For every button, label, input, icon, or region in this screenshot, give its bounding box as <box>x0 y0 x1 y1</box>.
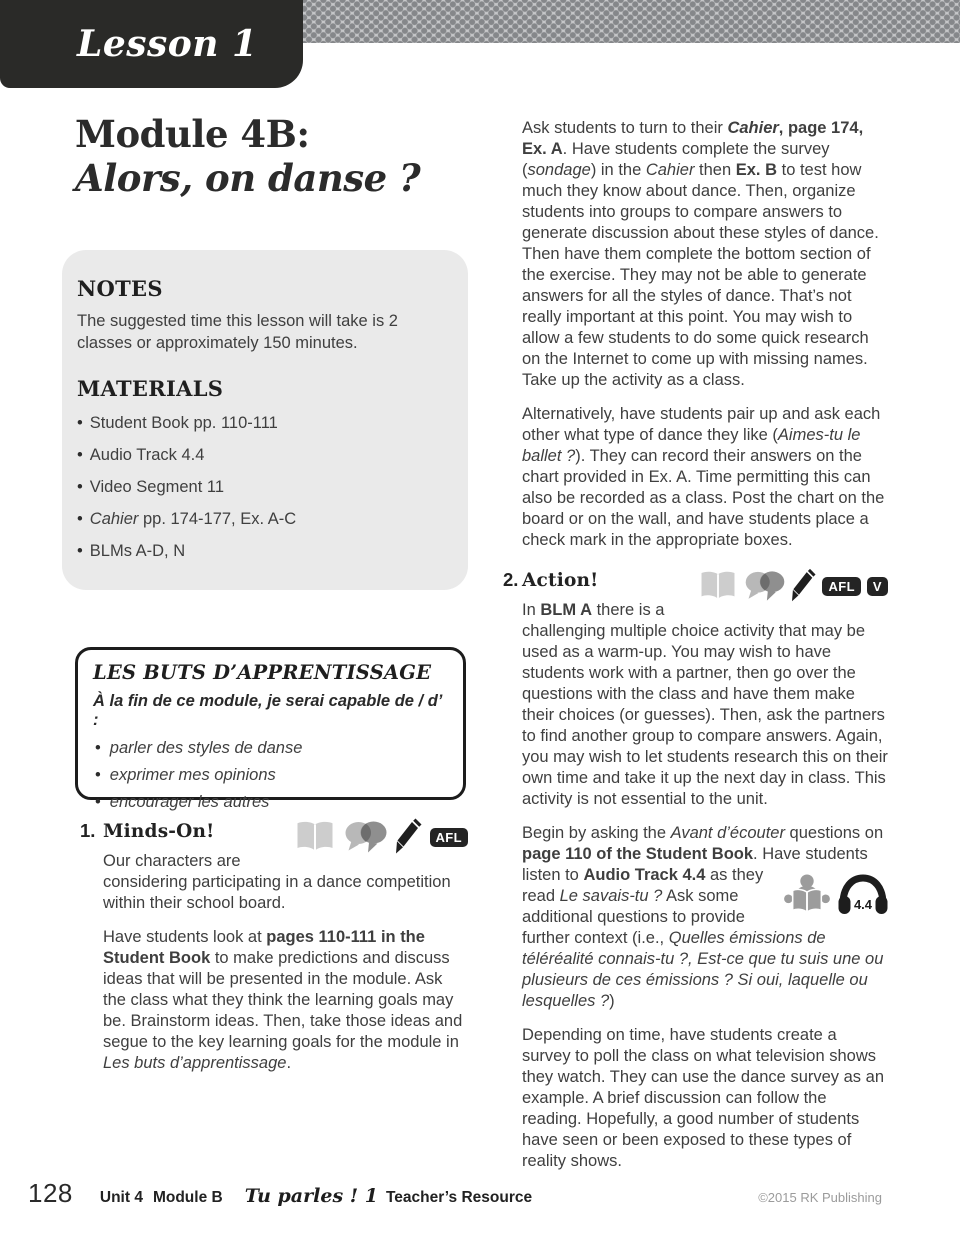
list-item: • Cahier pp. 174-177, Ex. A-C <box>77 509 446 530</box>
learning-goals-box <box>75 647 466 811</box>
paragraph: In BLM A there is a challenging multiple choice activity that may be used as a warm-up. You may wish to have students work with a partner, then go over the questions with the class and have them make their choices (or guesses). Then, ask the partners to find another group to compare answers. Again, you may wish to let students research this on their own time and take it up the next day in class. This activity is not essential to the unit. <box>522 601 888 808</box>
discussion-bubbles-icon <box>744 570 786 602</box>
afl-badge: AFL <box>430 828 468 847</box>
afl-badge: AFL <box>822 577 860 596</box>
paragraph <box>522 823 888 1012</box>
module-title: Module 4B: <box>75 112 310 156</box>
section-heading: Action! <box>522 570 599 591</box>
paragraph-text: listen to Audio Track 4.4 as they read Le savais-tu ? Ask some additional questions to provide further context (i.e., Quelles émissions de téléréalité connais-tu ?, Est-ce que tu suis une ou plusieurs de ces émissions ? Si oui, laquelle ou lesquelles ?) <box>522 866 884 1010</box>
list-item: • Student Book pp. 110-111 <box>77 413 446 434</box>
notes-box <box>62 250 468 590</box>
paragraph: Our characters are considering participating in a dance competition within their school board. <box>103 852 451 912</box>
page-title <box>75 112 420 201</box>
list-item: • Video Segment 11 <box>77 477 446 498</box>
audio-icons-row <box>782 865 888 925</box>
page-number: 128 <box>28 1178 73 1208</box>
section-minds-on <box>75 818 468 1087</box>
video-badge: V <box>867 577 888 596</box>
book-icon <box>294 820 336 854</box>
pencil-icon <box>396 818 422 856</box>
activity-icons-row <box>294 812 468 862</box>
audio-track-label: 4.4 <box>853 897 873 912</box>
goals-intro: À la fin de ce module, je serai capable de / d’ : <box>93 692 442 729</box>
paragraph: Have students look at pages 110-111 in the Student Book to make predictions and discuss ideas that will be presented in the module. Ask the class what they think the learning goals may be. Brainstorm ideas. Then, take those ideas and segue to the key learning goals for the module in Les buts d’apprentissage. <box>103 928 463 1072</box>
list-item: • exprimer mes opinions <box>95 765 449 786</box>
paragraph: Depending on time, have students create a survey to poll the class on what television shows they watch. They can use the dance survey as an example. A brief discussion can follow the reading. Hopefully, a good number of students have seen or been exposed to these types of reality shows. <box>522 1026 884 1170</box>
series-title: Tu parles ! 1 <box>244 1185 378 1207</box>
book-icon <box>698 570 738 602</box>
notes-heading: NOTES <box>77 276 163 301</box>
goals-heading: LES BUTS D’APPRENTISSAGE <box>93 661 432 684</box>
pencil-icon <box>792 568 816 604</box>
materials-list <box>77 413 446 562</box>
module-subtitle: Alors, on danse ? <box>75 156 421 201</box>
page-footer <box>28 1178 882 1209</box>
lesson-tab <box>0 0 303 88</box>
footer-module: Module B <box>152 1189 223 1206</box>
discussion-bubbles-icon <box>344 820 388 854</box>
section-number: 1. <box>80 820 96 841</box>
materials-heading: MATERIALS <box>77 376 224 401</box>
reading-icon <box>782 874 832 916</box>
paragraph: Ask students to turn to their Cahier, page 174, Ex. A. Have students complete the survey (sondage) in the Cahier then Ex. B to test how much they know about dance. Then, organize students into groups to compare answers to generate discussion about these styles of dance. Then have them complete the bottom section of the exercise. They may not be able to generate answers for all the styles of dance. That’s not really important at this point. You may wish to allow a few students to do some quick research on the Internet to come up with missing names. Take up the activity as a class. <box>522 119 879 389</box>
paragraph: Alternatively, have students pair up and ask each other what type of dance they like (Aimes-tu le ballet ?). They can record their answers on the chart provided in Ex. A. Time permitting this can also be recorded as a class. Post the chart on the board or on the wall, and have students place a check mark in the appropriate boxes. <box>522 405 885 549</box>
section-number: 2. <box>503 569 519 590</box>
copyright: ©2015 RK Publishing <box>758 1190 882 1205</box>
headphones-icon <box>838 874 888 916</box>
activity-icons-row <box>698 561 888 611</box>
list-item: • parler des styles de danse <box>95 738 449 759</box>
footer-unit: Unit 4 <box>99 1189 143 1206</box>
lesson-tab-label: Lesson 1 <box>77 23 258 65</box>
list-item: • encourager les autres <box>95 792 449 813</box>
goals-list <box>95 738 449 813</box>
halftone-pattern-band <box>285 0 960 43</box>
list-item: • Audio Track 4.4 <box>77 445 446 466</box>
paragraph-text: Begin by asking the Avant d’écouter questions on page 110 of the Student Book. Have students <box>522 824 884 863</box>
section-heading: Minds-On! <box>103 821 215 842</box>
notes-body: The suggested time this lesson will take is 2 classes or approximately 150 minutes. <box>77 312 398 352</box>
list-item: • BLMs A-D, N <box>77 541 446 562</box>
right-column <box>503 118 888 1185</box>
resource-label: Teacher’s Resource <box>385 1189 533 1206</box>
section-action <box>503 567 888 1172</box>
